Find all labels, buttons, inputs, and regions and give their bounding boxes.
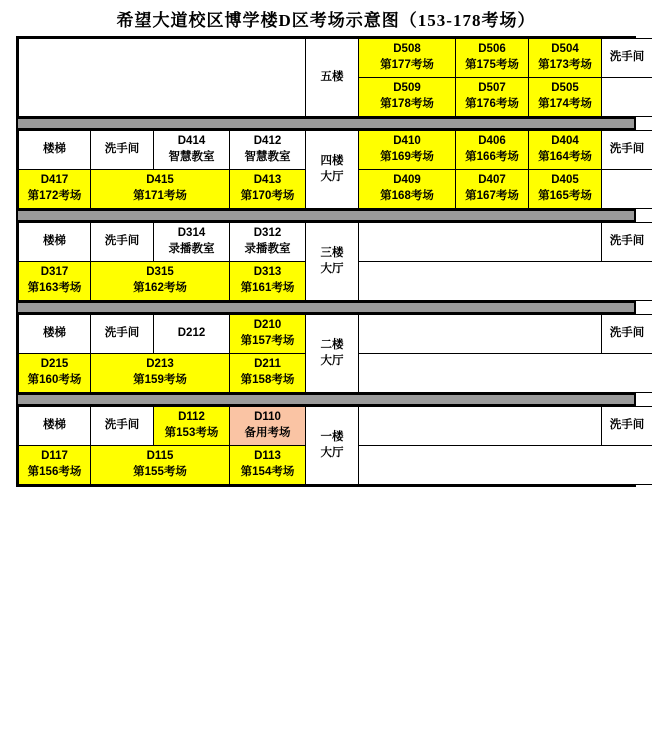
floor-table-4 bbox=[18, 130, 652, 209]
floor2-empty-right-bottom bbox=[359, 354, 652, 393]
room-D506[interactable]: D506 第175考场 bbox=[456, 39, 529, 78]
restroom-3f-right: 洗手间 bbox=[602, 223, 652, 262]
table-row bbox=[19, 131, 652, 170]
room-D509[interactable]: D509 第178考场 bbox=[359, 78, 456, 117]
floor5-empty-left bbox=[19, 39, 306, 117]
floor-table-3 bbox=[18, 222, 652, 301]
restroom-5f-right-top: 洗手间 bbox=[602, 39, 652, 78]
room-D113[interactable]: D113 第154考场 bbox=[230, 446, 306, 485]
room-D415[interactable]: D415 第171考场 bbox=[91, 170, 230, 209]
floor2-empty-right-top bbox=[359, 315, 602, 354]
restroom-3f-left: 洗手间 bbox=[91, 223, 154, 262]
restroom-2f-left: 洗手间 bbox=[91, 315, 154, 354]
floor-divider-4-3 bbox=[16, 211, 636, 220]
restroom-4f-right: 洗手间 bbox=[602, 131, 652, 170]
room-D317[interactable]: D317 第163考场 bbox=[19, 262, 91, 301]
floor3-empty-right-top bbox=[359, 223, 602, 262]
floor4-empty-right-bottom bbox=[602, 170, 652, 209]
room-D212: D212 bbox=[154, 315, 230, 354]
room-D215[interactable]: D215 第160考场 bbox=[19, 354, 91, 393]
table-row bbox=[19, 39, 652, 78]
table-row bbox=[19, 407, 652, 446]
room-D406[interactable]: D406 第166考场 bbox=[456, 131, 529, 170]
floor5-empty-right-bottom bbox=[602, 78, 652, 117]
restroom-4f-left: 洗手间 bbox=[91, 131, 154, 170]
floor-table-5 bbox=[18, 38, 652, 117]
floor-table-1 bbox=[18, 406, 652, 485]
floor-block-3 bbox=[16, 220, 645, 303]
table-row bbox=[19, 315, 652, 354]
floor-block-5 bbox=[16, 36, 645, 119]
room-D409[interactable]: D409 第168考场 bbox=[359, 170, 456, 209]
page-title: 希望大道校区博学楼D区考场示意图（153-178考场） bbox=[116, 11, 536, 30]
floor1-lobby-label: 一楼 大厅 bbox=[306, 407, 359, 485]
floor-divider-5-4 bbox=[16, 119, 636, 128]
room-D407[interactable]: D407 第167考场 bbox=[456, 170, 529, 209]
stairs-2f: 楼梯 bbox=[19, 315, 91, 354]
floor3-empty-right-bottom bbox=[359, 262, 652, 301]
room-D507[interactable]: D507 第176考场 bbox=[456, 78, 529, 117]
room-D505[interactable]: D505 第174考场 bbox=[529, 78, 602, 117]
floor5-lobby-label: 五楼 bbox=[306, 39, 359, 117]
room-D313[interactable]: D313 第161考场 bbox=[230, 262, 306, 301]
room-D404[interactable]: D404 第164考场 bbox=[529, 131, 602, 170]
stairs-3f: 楼梯 bbox=[19, 223, 91, 262]
room-D110-spare[interactable]: D110 备用考场 bbox=[230, 407, 306, 446]
room-D213[interactable]: D213 第159考场 bbox=[91, 354, 230, 393]
room-D117[interactable]: D117 第156考场 bbox=[19, 446, 91, 485]
room-D405[interactable]: D405 第165考场 bbox=[529, 170, 602, 209]
floor-table-2 bbox=[18, 314, 652, 393]
room-D314: D314 录播教室 bbox=[154, 223, 230, 262]
floor4-lobby-label: 四楼 大厅 bbox=[306, 131, 359, 209]
table-row bbox=[19, 223, 652, 262]
room-D211[interactable]: D211 第158考场 bbox=[230, 354, 306, 393]
floor-divider-3-2 bbox=[16, 303, 636, 312]
room-D413[interactable]: D413 第170考场 bbox=[230, 170, 306, 209]
room-D412: D412 智慧教室 bbox=[230, 131, 306, 170]
room-D410[interactable]: D410 第169考场 bbox=[359, 131, 456, 170]
room-D508[interactable]: D508 第177考场 bbox=[359, 39, 456, 78]
room-D210[interactable]: D210 第157考场 bbox=[230, 315, 306, 354]
room-D115[interactable]: D115 第155考场 bbox=[91, 446, 230, 485]
stairs-1f: 楼梯 bbox=[19, 407, 91, 446]
floor2-lobby-label: 二楼 大厅 bbox=[306, 315, 359, 393]
stairs-4f: 楼梯 bbox=[19, 131, 91, 170]
restroom-1f-left: 洗手间 bbox=[91, 407, 154, 446]
restroom-2f-right: 洗手间 bbox=[602, 315, 652, 354]
floor1-empty-right-bottom bbox=[359, 446, 652, 485]
floor1-empty-right-top bbox=[359, 407, 602, 446]
floor-block-4 bbox=[16, 128, 645, 211]
restroom-1f-right: 洗手间 bbox=[602, 407, 652, 446]
room-D504[interactable]: D504 第173考场 bbox=[529, 39, 602, 78]
floor3-lobby-label: 三楼 大厅 bbox=[306, 223, 359, 301]
room-D315[interactable]: D315 第162考场 bbox=[91, 262, 230, 301]
room-D414: D414 智慧教室 bbox=[154, 131, 230, 170]
room-D112[interactable]: D112 第153考场 bbox=[154, 407, 230, 446]
floor-block-1 bbox=[16, 404, 645, 487]
floor-divider-2-1 bbox=[16, 395, 636, 404]
room-D417[interactable]: D417 第172考场 bbox=[19, 170, 91, 209]
room-D312: D312 录播教室 bbox=[230, 223, 306, 262]
floor-block-2 bbox=[16, 312, 645, 395]
